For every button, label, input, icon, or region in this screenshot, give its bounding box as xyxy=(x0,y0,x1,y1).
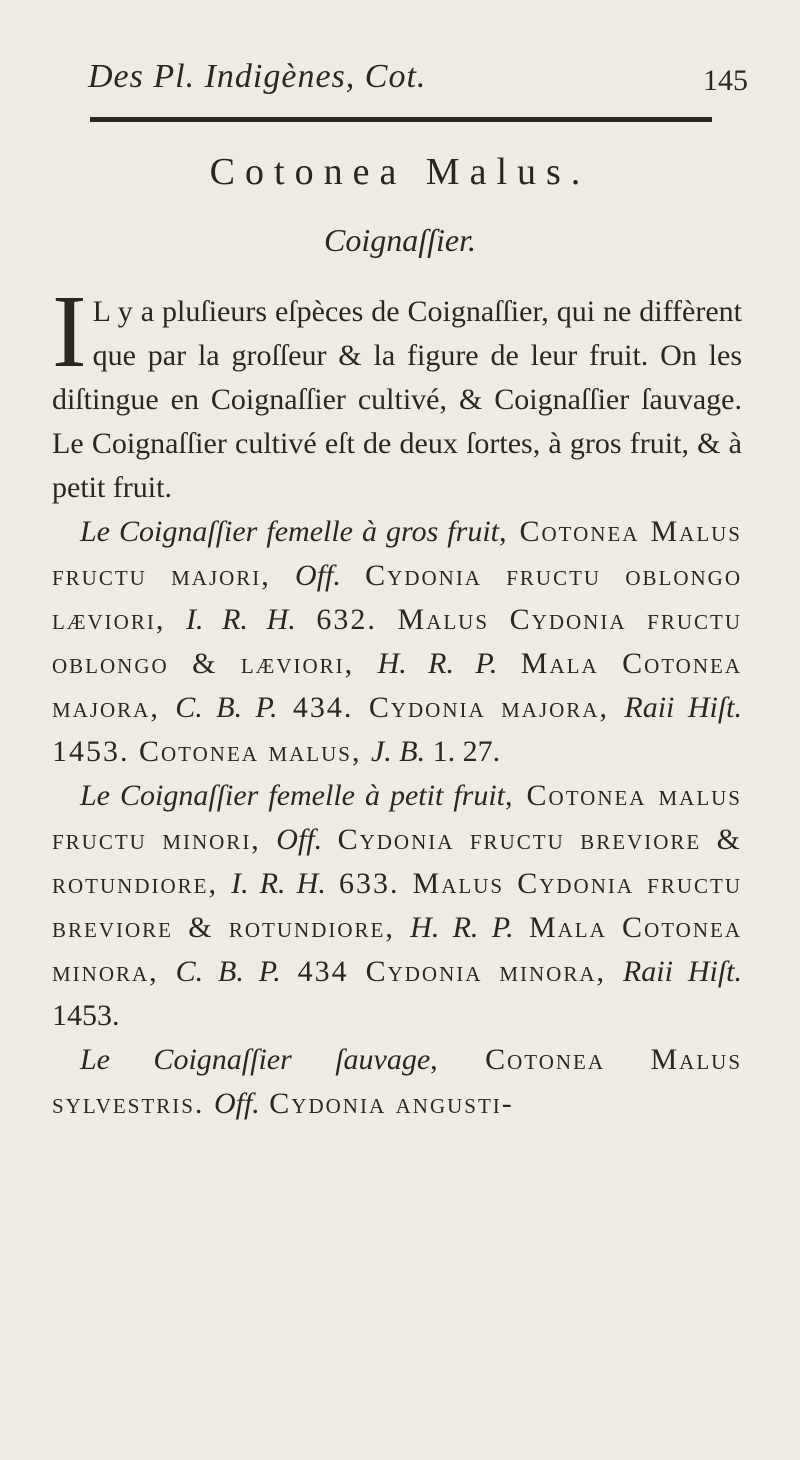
citation: H. R. P. xyxy=(377,647,498,680)
citation-page: 1. 27. xyxy=(425,735,501,768)
citation: Off. xyxy=(276,823,323,856)
latin-name: Cydonia anguſti- xyxy=(259,1087,514,1120)
latin-name: , Cotonea Malus ſylveſtris. xyxy=(52,1043,742,1120)
latin-name: 1453. Cotonea malus, xyxy=(52,735,371,768)
latin-name: 632. Malus Cydonia fructu oblongo & læviori, xyxy=(52,603,742,680)
citation: H. R. P. xyxy=(410,911,514,944)
body-text xyxy=(52,274,743,1126)
intro-text: L y a pluſieurs eſpèces de Coignaſſier, qui ne diffèrent que par la groſſeur & la figure de leur fruit. On les diſtingue en Coignaſſier cultivé, & Coignaſſier ſauvage. Le Coignaſſier cultivé eſt de deux ſortes, à gros fruit, & à petit fruit. xyxy=(52,295,742,504)
latin-name: Mala Cotonea majora, xyxy=(52,647,743,724)
citation: Off. xyxy=(213,1087,260,1120)
entry-title: Le Coignaſſier ſauvage xyxy=(80,1043,431,1076)
header-rule xyxy=(90,117,712,122)
latin-name: Cydonia fructu breviore & rotundiore, xyxy=(52,823,742,900)
latin-name: Mala Cotonea minora, xyxy=(52,911,743,988)
page-number: 145 xyxy=(703,64,748,97)
running-head-title: Des Pl. Indigènes, Cot. xyxy=(88,58,427,95)
entry-title: Le Coignaſſier femelle à petit fruit xyxy=(80,779,506,812)
citation: Raii Hiſt. xyxy=(624,691,742,724)
citation-page: 1453. xyxy=(52,999,120,1032)
citation: I. R. H. xyxy=(231,867,326,900)
latin-name: 434 Cydonia minora, xyxy=(280,955,623,988)
latin-name: , Cotonea Malus fructu majori, xyxy=(52,515,742,592)
running-head xyxy=(88,58,748,108)
section-subheading: Coignaſſier. xyxy=(323,222,476,258)
latin-name: 633. Malus Cydonia fructu breviore & rotundiore, xyxy=(52,867,742,944)
drop-cap: I xyxy=(52,274,87,389)
citation: J. B. xyxy=(370,735,426,768)
entry-title: Le Coignaſſier femelle à gros fruit xyxy=(80,515,499,548)
latin-name: Cydonia fructu oblongo læviori, xyxy=(52,559,742,636)
citation: I. R. H. xyxy=(185,603,296,636)
paragraph-petit-fruit xyxy=(52,774,742,1038)
citation: Raii Hiſt. xyxy=(622,955,743,988)
latin-name: 434. Cydonia majora, xyxy=(277,691,625,724)
citation: C. B. P. xyxy=(175,691,278,724)
paragraph-intro xyxy=(52,274,742,510)
citation: Off. xyxy=(295,559,341,592)
section-heading: Cotonea Malus. xyxy=(209,151,591,193)
latin-name: , Cotonea malus fructu minori, xyxy=(52,779,742,856)
citation: C. B. P. xyxy=(175,955,281,988)
paragraph-sauvage xyxy=(52,1038,742,1126)
paragraph-gros-fruit xyxy=(52,510,742,774)
